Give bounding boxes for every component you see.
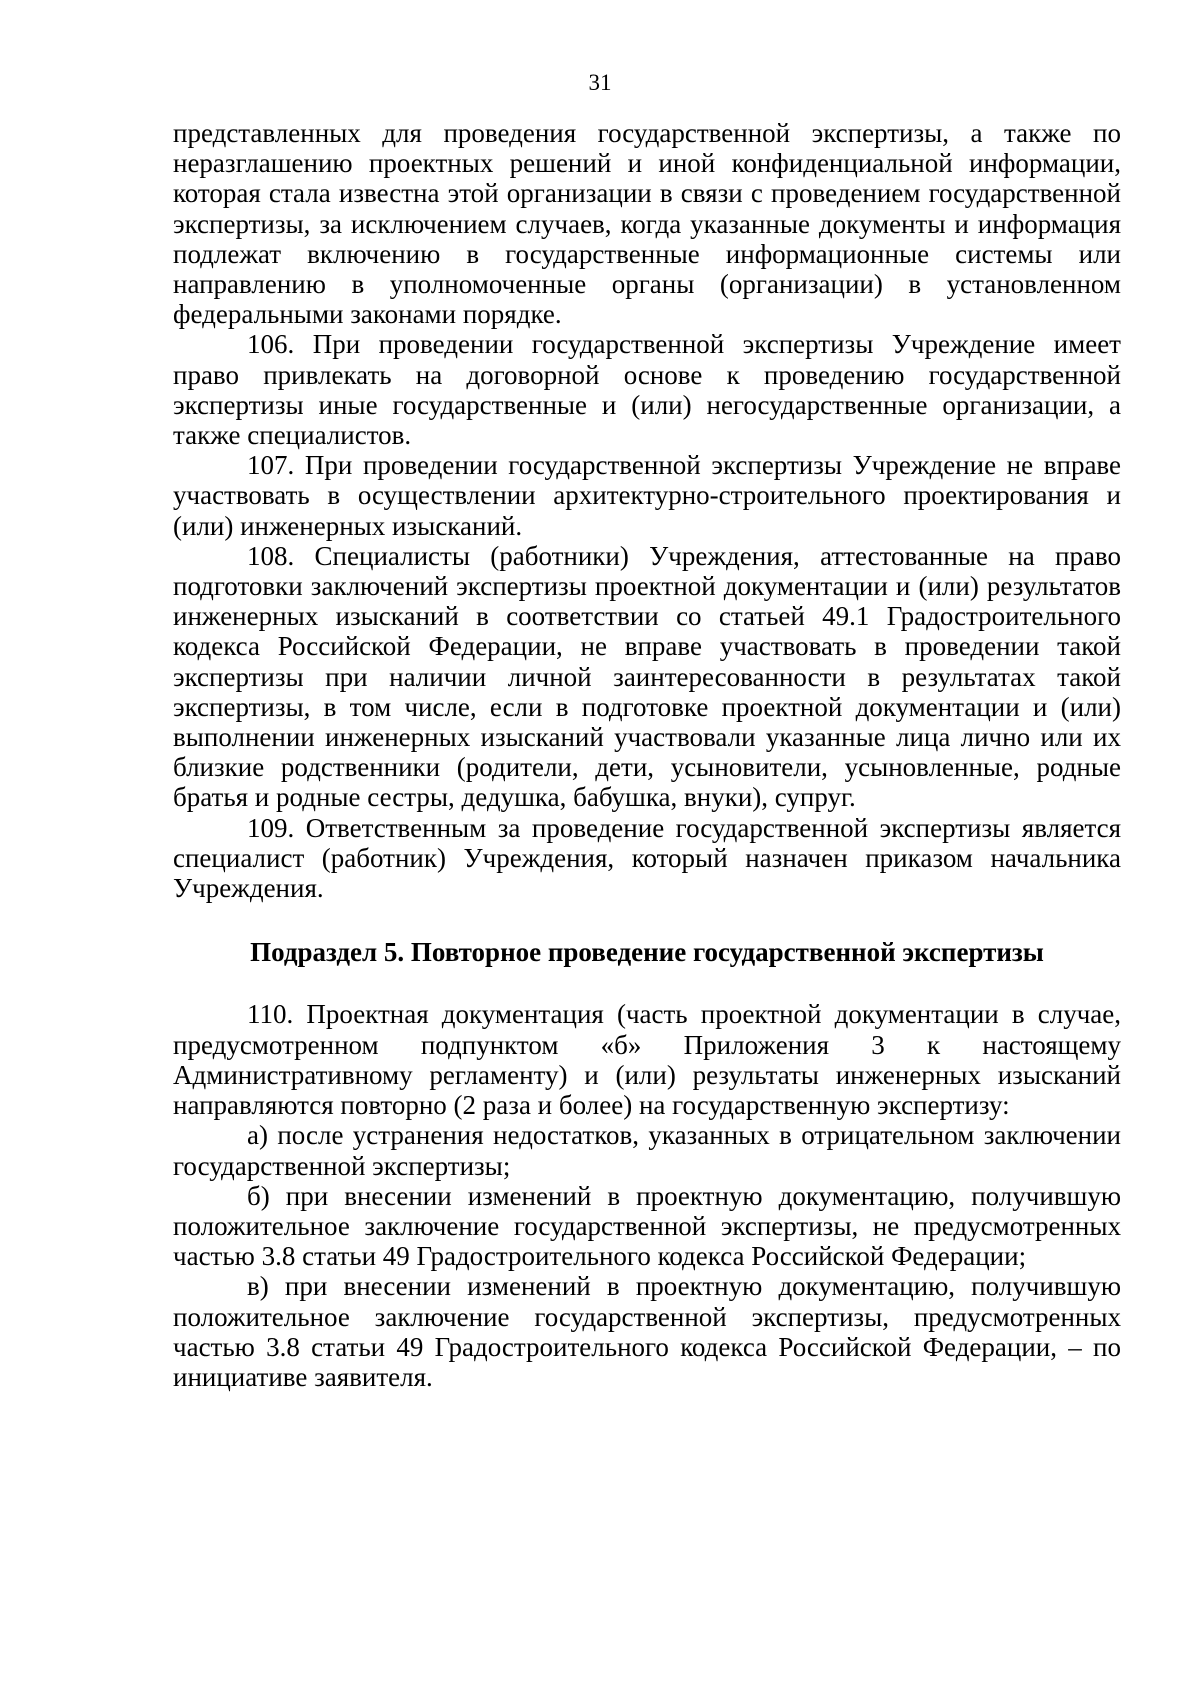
paragraph-108: 108. Специалисты (работники) Учреждения, аттестованные на право подготовки заключений экспертизы проектной документации и (или) результатов инженерных изысканий в соответствии со статьей 49.1 Градостроительного кодекса Российской Федерации, не вправе участвовать в проведении такой экспертизы при наличии личной заинтересованности в результатах такой экспертизы, в том числе, если в подготовке проектной документации и (или) выполнении инженерных изысканий участвовали указанные лица лично или их близкие родственники (родители, дети, усыновители, усыновленные, родные братья и родные сестры, дедушка, бабушка, внуки), супруг. bbox=[173, 540, 1121, 813]
paragraph-110: 110. Проектная документация (часть проектной документации в случае, предусмотренном подпунктом «б» Приложения 3 к настоящему Административному регламенту) и (или) результаты инженерных изысканий направляются повторно (2 раза и более) на государственную экспертизу: bbox=[173, 999, 1121, 1121]
document-body bbox=[173, 118, 1121, 1392]
paragraph-110-item-a: а) после устранения недостатков, указанных в отрицательном заключении государственной экспертизы; bbox=[173, 1120, 1121, 1181]
paragraph-106: 106. При проведении государственной экспертизы Учреждение имеет право привлекать на договорной основе к проведению государственной экспертизы иные государственные и (или) негосударственные организации, а также специалистов. bbox=[173, 329, 1121, 451]
page-number: 31 bbox=[588, 70, 612, 95]
paragraph-110-item-b: б) при внесении изменений в проектную документацию, получившую положительное заключение государственной экспертизы, не предусмотренных частью 3.8 статьи 49 Градостроительного кодекса Российской Федерации; bbox=[173, 1180, 1121, 1272]
paragraph-109: 109. Ответственным за проведение государственной экспертизы является специалист (работник) Учреждения, который назначен приказом начальника Учреждения. bbox=[173, 812, 1121, 904]
paragraph-107: 107. При проведении государственной экспертизы Учреждение не вправе участвовать в осуществлении архитектурно-строительного проектирования и (или) инженерных изысканий. bbox=[173, 450, 1121, 541]
paragraph-110-item-v: в) при внесении изменений в проектную документацию, получившую положительное заключение государственной экспертизы, предусмотренных частью 3.8 статьи 49 Градостроительного кодекса Российской Федерации, – по инициативе заявителя. bbox=[173, 1271, 1121, 1392]
section-heading: Подраздел 5. Повторное проведение государственной экспертизы bbox=[250, 937, 1044, 968]
paragraph-continuation: представленных для проведения государственной экспертизы, а также по неразглашению проектных решений и иной конфиденциальной информации, которая стала известна этой организации в связи с проведением государственной экспертизы, за исключением случаев, когда указанные документы и информация подлежат включению в государственные информационные системы или направлению в уполномоченные органы (организации) в установленном федеральными законами порядке. bbox=[173, 118, 1121, 330]
